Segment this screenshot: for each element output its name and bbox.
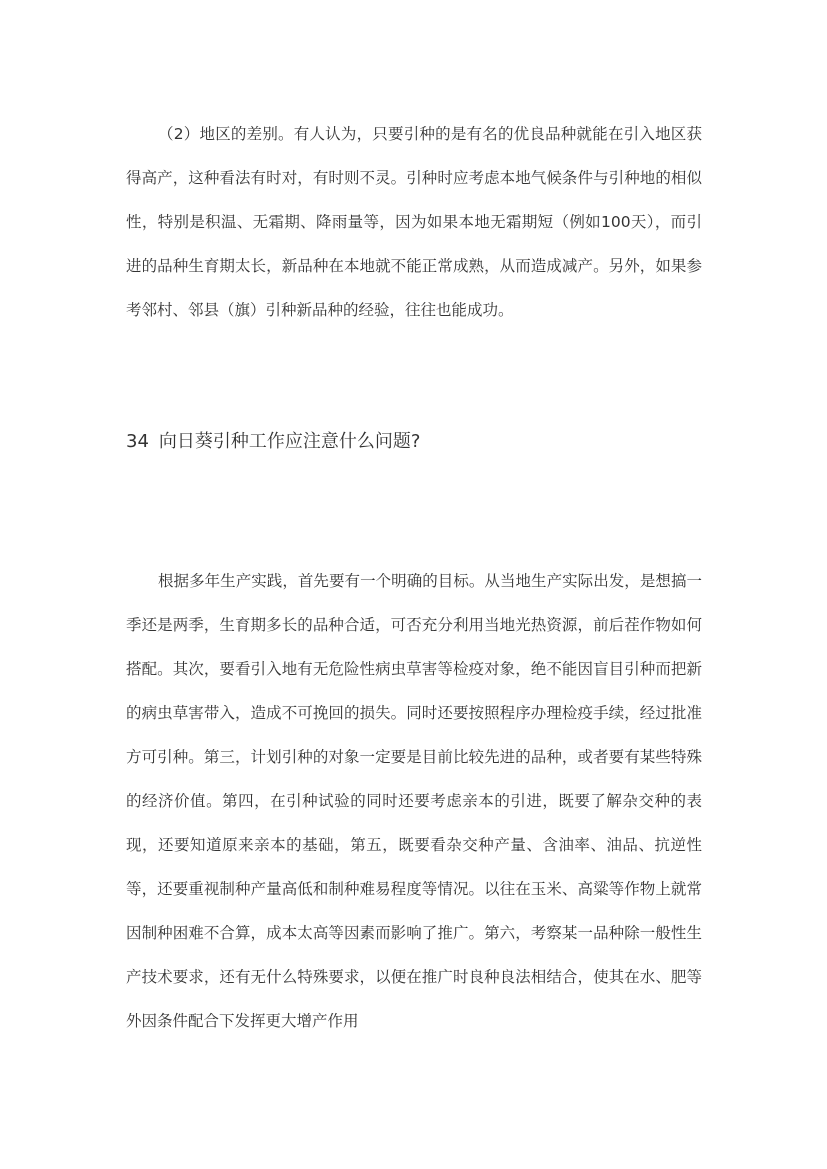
paragraph-sunflower-introduction: 根据多年生产实践，首先要有一个明确的目标。从当地生产实际出发，是想搞一季还是两季，生育期多长的品种合适，可否充分利用当地光热资源，前后茬作物如何搭配。其次，要看引入地有无危险性病虫草害等检疫对象，绝不能因盲目引种而把新的病虫草害带入，造成不可挽回的损失。同时还要按照程序办理检疫手续，经过批准方可引种。第三，计划引种的对象一定要是目前比较先进的品种，或者要有某些特殊的经济价值。第四，在引种试验的同时还要考虑亲本的引进，既要了解杂交种的表现，还要知道原来亲本的基础，第五，既要看杂交种产量、含油率、油品、抗逆性等，还要重视制种产量高低和制种难易程度等情况。以往在玉米、高粱等作物上就常因制种困难不合算，成本太高等因素而影响了推广。第六，考察某一品种除一般性生产技术要求，还有无什么特殊要求，以便在推广时良种良法相结合，使其在水、肥等外因条件配合下发挥更大增产作用 bbox=[126, 572, 702, 1030]
section-heading bbox=[126, 427, 420, 457]
section-number: 34 bbox=[126, 431, 149, 452]
section-title: 向日葵引种工作应注意什么问题? bbox=[158, 431, 421, 452]
paragraph-regional-differences: （2）地区的差别。有人认为，只要引种的是有名的优良品种就能在引入地区获得高产，这种看法有时对，有时则不灵。引种时应考虑本地气候条件与引种地的相似性，特别是积温、无霜期、降雨量等，因为如果本地无霜期短（例如100天），而引进的品种生育期太长，新品种在本地就不能正常成熟，从而造成减产。另外，如果参考邻村、邻县（旗）引种新品种的经验，往往也能成功。 bbox=[126, 125, 702, 319]
